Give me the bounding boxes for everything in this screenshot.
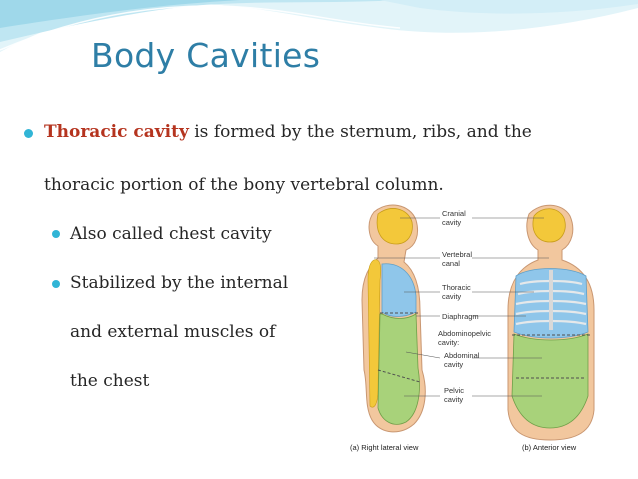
lateral-view-body: [362, 205, 425, 432]
label-text: Pelvic: [444, 386, 465, 395]
sub-bullet-2-line-2: and external muscles of: [70, 322, 276, 342]
label-text: cavity:: [438, 338, 460, 347]
label-text: canal: [442, 259, 460, 268]
main-bullet-line-1: [44, 122, 532, 142]
label-text: Thoracic: [442, 283, 471, 292]
caption-right-lateral-view: (a) Right lateral view: [350, 443, 419, 452]
label-text: cavity: [444, 395, 464, 404]
label-text: cavity: [444, 360, 464, 369]
label-text: Cranial: [442, 209, 466, 218]
label-text: Vertebral: [442, 250, 473, 259]
bullet-marker: [24, 129, 33, 138]
slide-title: Body Cavities: [91, 36, 321, 75]
main-bullet-line-2: thoracic portion of the bony vertebral column.: [44, 175, 444, 195]
sub-bullet-marker: [52, 280, 60, 288]
sub-bullet-1-text: Also called chest cavity: [70, 224, 272, 244]
label-text: cavity: [442, 292, 462, 301]
sub-bullet-2-line-1: Stabilized by the internal: [70, 273, 289, 293]
caption-anterior-view: (b) Anterior view: [522, 443, 577, 452]
label-text: Abdominal: [444, 351, 480, 360]
sub-bullet-2-line-3: the chest: [70, 371, 150, 391]
sub-bullet-marker: [52, 230, 60, 238]
highlight-term: Thoracic cavity: [44, 122, 189, 142]
label-text: cavity: [442, 218, 462, 227]
body-cavities-illustration: [344, 200, 620, 458]
label-pelvic-cavity: [444, 386, 464, 404]
main-bullet-text: is formed by the sternum, ribs, and the: [188, 122, 532, 142]
label-diaphragm: Diaphragm: [442, 312, 479, 321]
label-text: Abdominopelvic: [438, 329, 491, 338]
